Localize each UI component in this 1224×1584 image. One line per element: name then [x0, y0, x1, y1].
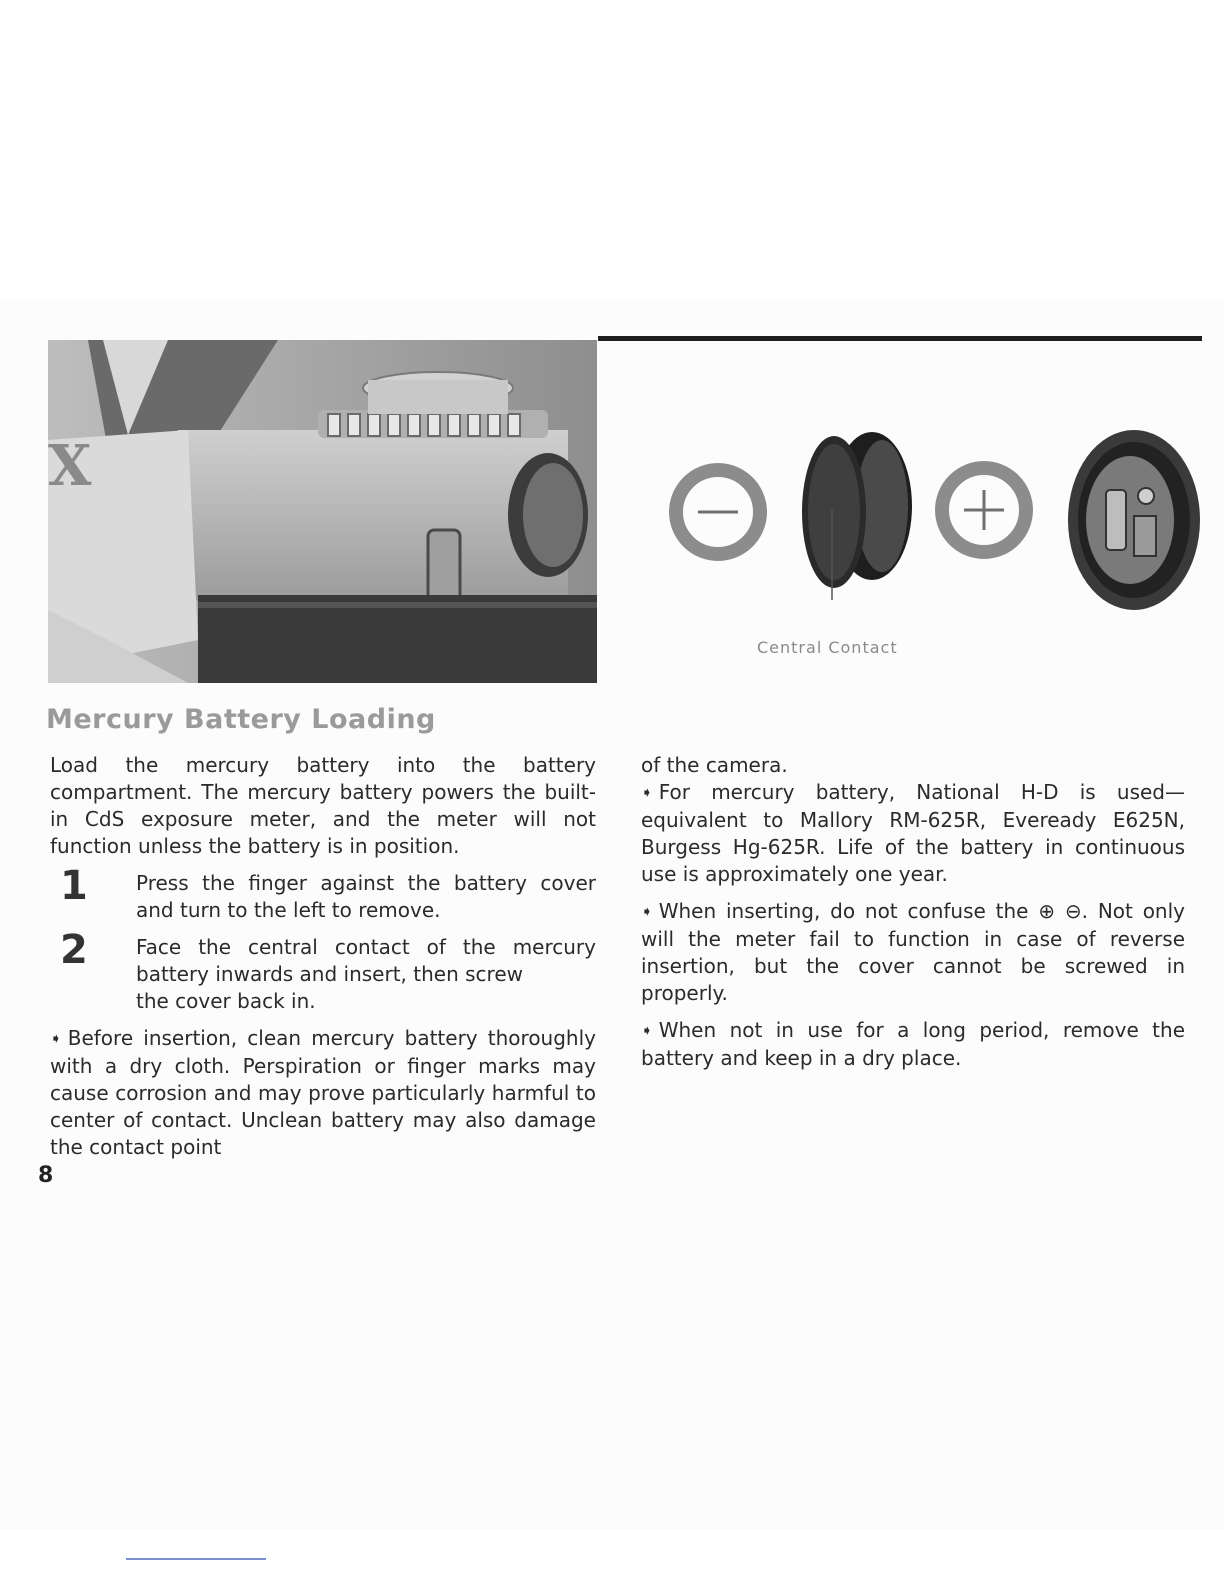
- battery-side-view: [802, 432, 912, 600]
- camera-photo: [48, 340, 597, 683]
- note-text: When not in use for a long period, remove the battery and keep in a dry place.: [641, 1018, 1185, 1070]
- arrow-bullet-icon: ➧: [641, 785, 653, 801]
- note-battery-type: [641, 779, 1185, 888]
- plus-circle-icon: [942, 468, 1026, 552]
- page-number: 8: [38, 1163, 54, 1188]
- note-before-insertion: [50, 1025, 596, 1161]
- svg-text:X: X: [48, 433, 92, 499]
- step-text-continued: the cover back in.: [136, 989, 316, 1013]
- right-column: [641, 752, 1185, 1072]
- note-polarity: [641, 898, 1185, 1007]
- step-1: [50, 863, 596, 924]
- step-number: 2: [60, 927, 88, 973]
- continuation-text: of the camera.: [641, 753, 788, 777]
- step-2: [50, 927, 596, 1015]
- minus-circle-icon: [676, 470, 760, 554]
- figure-caption: Central Contact: [757, 638, 898, 657]
- arrow-bullet-icon: ➧: [50, 1031, 62, 1047]
- footer-rule: [126, 1558, 266, 1560]
- battery-cover: [1068, 430, 1200, 610]
- intro-paragraph: Load the mercury battery into the battery compartment. The mercury battery powers the built-in CdS exposure meter, and the meter will not function unless the battery is in position.: [50, 753, 596, 858]
- note-text: For mercury battery, National H-D is used—equivalent to Mallory RM-625R, Eveready E625N, Burgess Hg-625R. Life of the battery in continuous use is approximately one year.: [641, 780, 1185, 886]
- step-text: Press the finger against the battery cover and turn to the left to remove.: [136, 871, 596, 922]
- note-text: When inserting, do not confuse the ⊕ ⊖. Not only will the meter fail to function in case of reverse insertion, but the cover cannot be screwed in properly.: [641, 899, 1185, 1005]
- step-text: Face the central contact of the mercury battery inwards and insert, then screw: [136, 935, 596, 986]
- page-title: Mercury Battery Loading: [46, 704, 436, 735]
- arrow-bullet-icon: ➧: [641, 1023, 653, 1039]
- left-column: [50, 752, 596, 1161]
- battery-diagram: [650, 420, 1210, 630]
- arrow-bullet-icon: ➧: [641, 904, 653, 920]
- step-number: 1: [60, 863, 88, 909]
- note-text: Before insertion, clean mercury battery thoroughly with a dry cloth. Perspiration or finger marks may cause corrosion and may prove particularly harmful to center of contact. Unclean battery may also damage the contact point: [50, 1026, 596, 1159]
- top-rule: [598, 336, 1202, 341]
- note-storage: [641, 1017, 1185, 1072]
